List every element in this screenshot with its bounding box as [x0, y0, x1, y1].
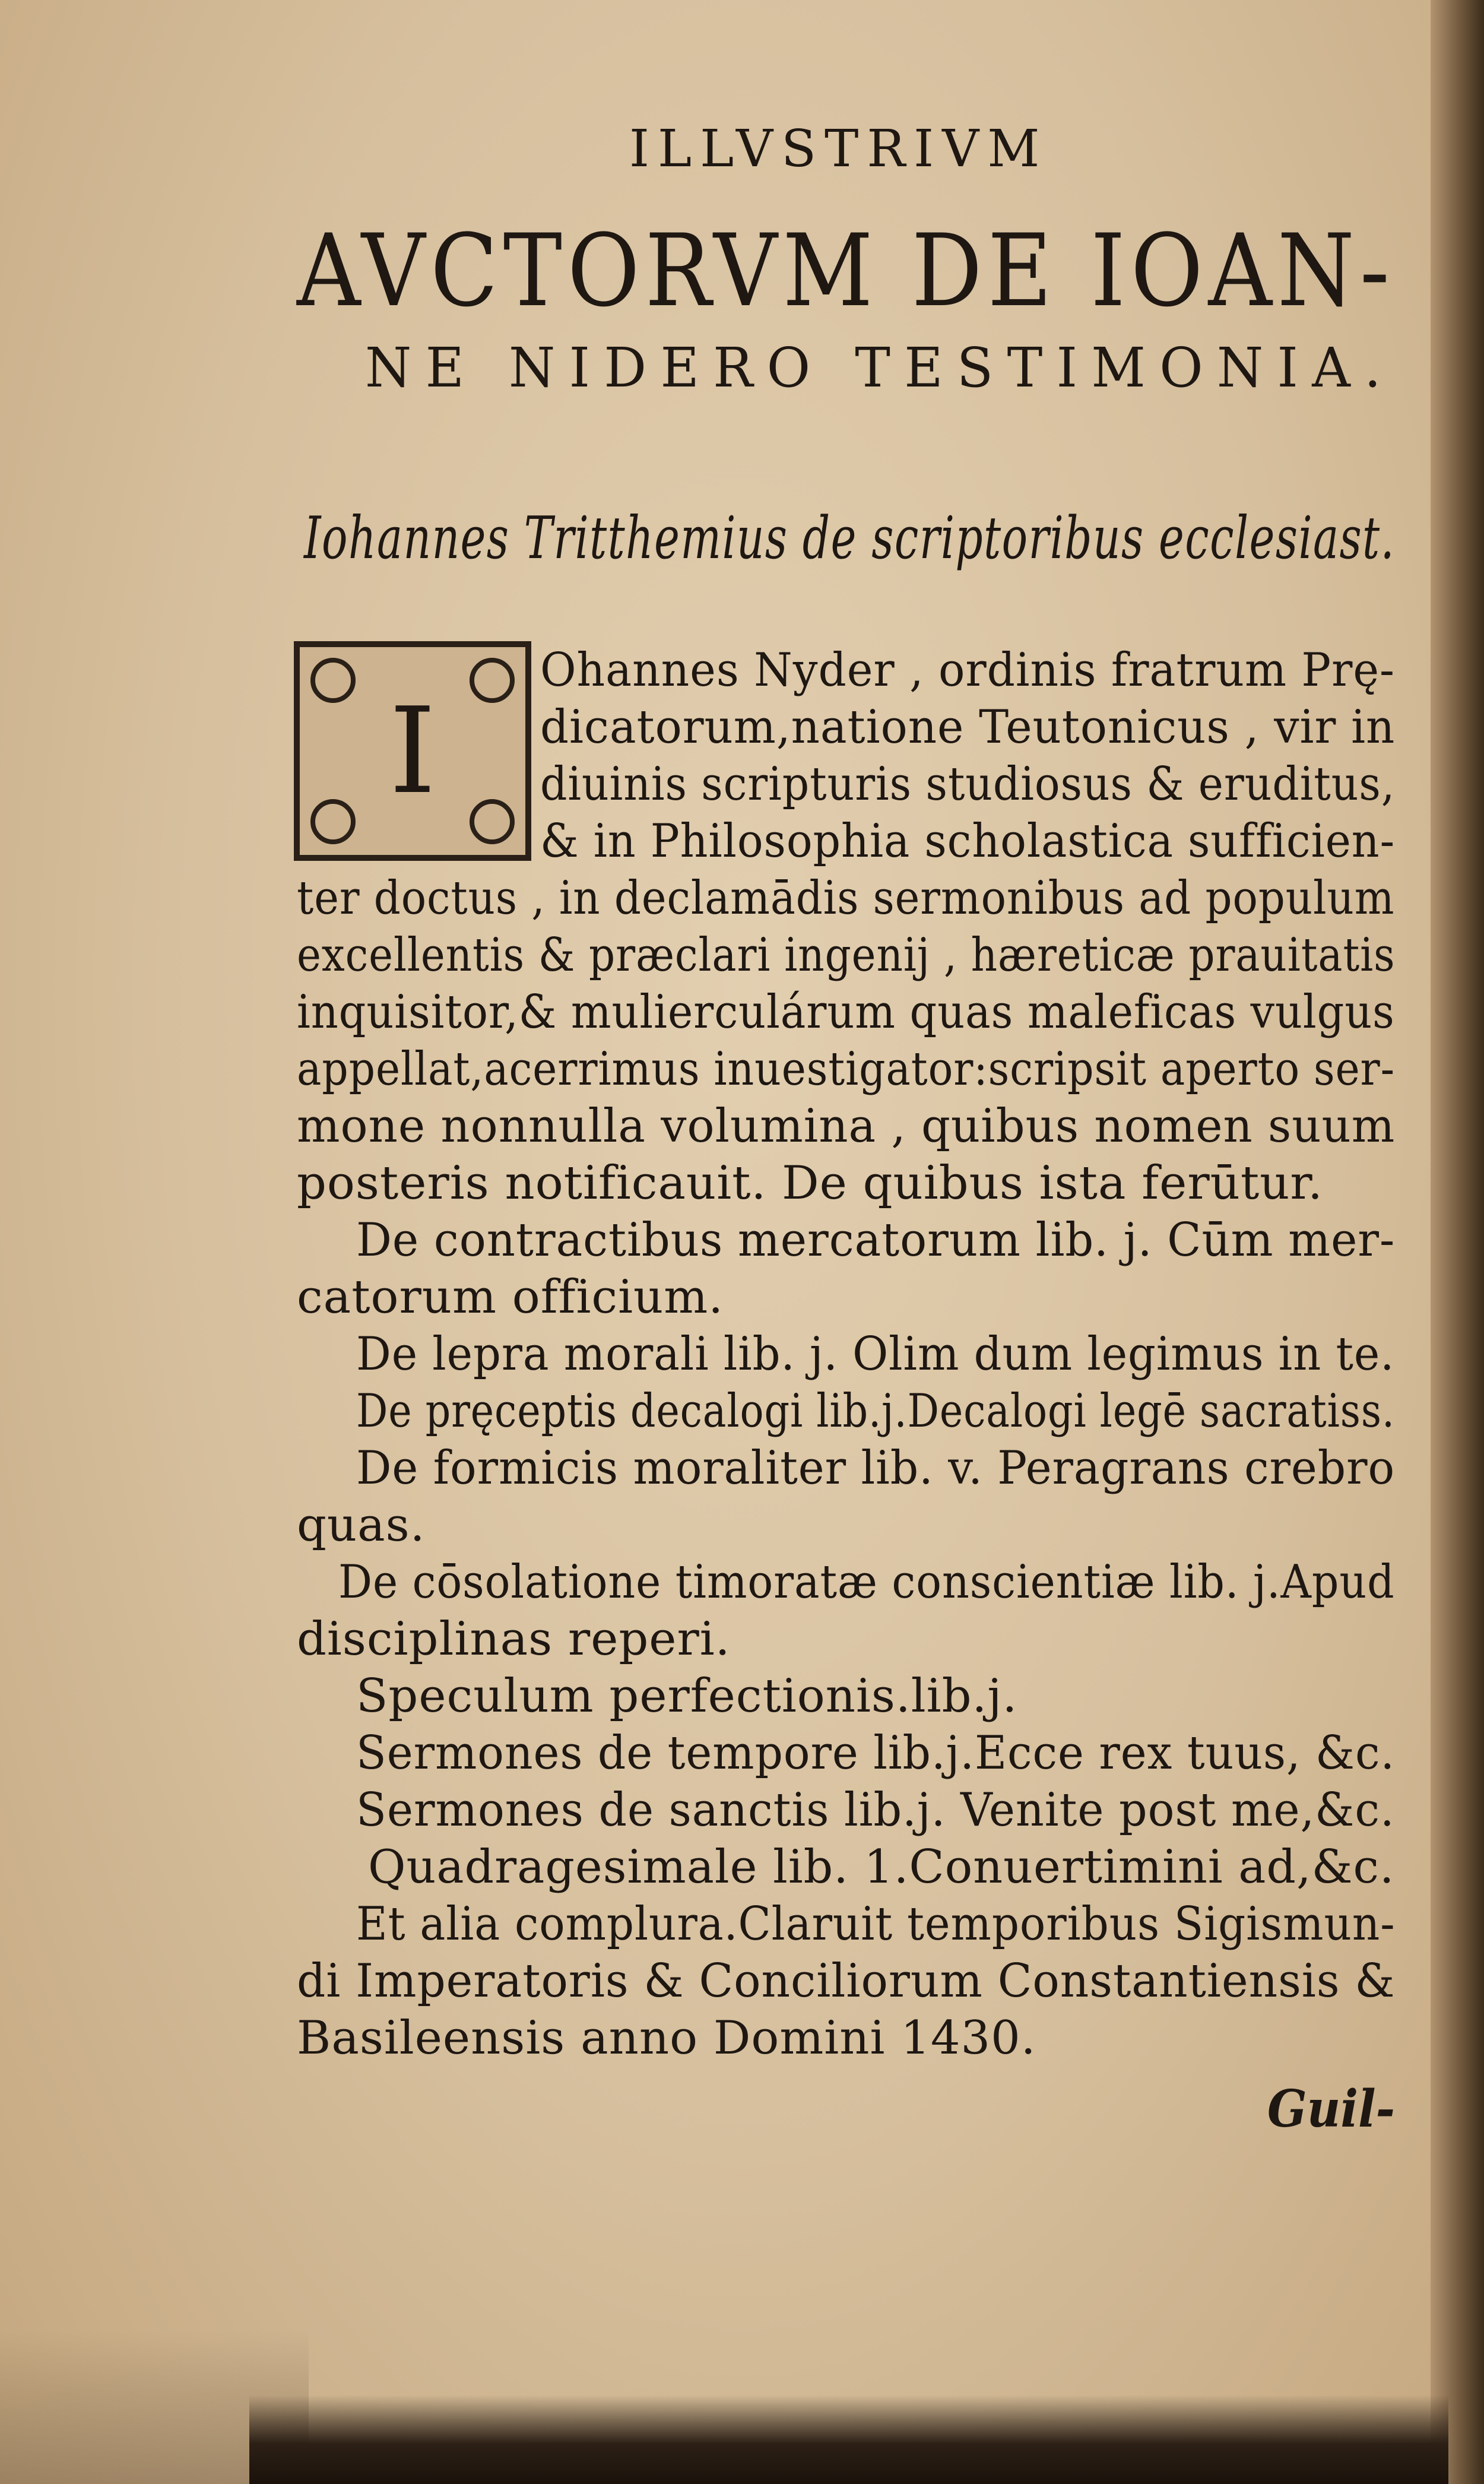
text-line: ter doctus , in declamādis sermonibus ad populum — [297, 872, 1395, 925]
text-line: dicatorum,natione Teutonicus , vir in — [540, 701, 1396, 754]
title-line-1: AVCTORVM DE IOAN- — [297, 213, 1395, 329]
text-line: disciplinas reperi. — [297, 1612, 731, 1666]
text-line: Ohannes Nyder , ordinis fratrum Prę- — [540, 644, 1395, 697]
text-line: & in Philosophia scholastica sufficien- — [540, 815, 1396, 868]
initial-letter: I — [389, 682, 436, 820]
text-line: excellentis & præclari ingenij , hæreticæ prauitatis — [297, 929, 1396, 982]
text-line: inquisitor,& mulierculárum quas maleficas vulgus — [297, 986, 1395, 1039]
title-line-2: NE NIDERO TESTIMONIA. — [365, 336, 1395, 400]
text-line: Sermones de tempore lib.j.Ecce rex tuus, &c. — [356, 1726, 1395, 1780]
text-line: Speculum perfectionis.lib.j. — [356, 1669, 1018, 1723]
text-line: posteris notificauit. De quibus ista ferūtur. — [297, 1157, 1323, 1210]
ornament-icon — [470, 658, 515, 703]
text-line: appellat,acerrimus inuestigator:scripsit aperto ser- — [297, 1043, 1396, 1096]
ornament-icon — [470, 799, 515, 844]
text-line: quas. — [297, 1498, 426, 1552]
text-line: mone nonnulla volumina , quibus nomen suum — [297, 1100, 1396, 1153]
decorated-initial — [294, 641, 531, 861]
text-line: catorum officium. — [297, 1270, 724, 1324]
text-line: De cōsolatione timoratæ conscientiæ lib. j.Apud — [338, 1555, 1395, 1609]
page-gutter-shadow — [1431, 0, 1484, 2484]
text-line: De pręceptis decalogi lib.j.Decalogi legē sacratiss. — [356, 1384, 1395, 1438]
text-line: Et alia complura.Claruit temporibus Sigismun- — [356, 1897, 1396, 1951]
text-line: De formicis moraliter lib. v. Peragrans crebro — [356, 1441, 1396, 1495]
text-line: diuinis scripturis studiosus & eruditus, — [540, 758, 1396, 811]
page-bottom-edge — [249, 2395, 1448, 2484]
ornament-icon — [310, 658, 356, 703]
source-heading: Iohannes Tritthemius de scriptoribus ecclesiast. — [304, 505, 1396, 572]
catchword: Guil- — [1267, 2079, 1396, 2139]
text-line: Sermones de sanctis lib.j. Venite post me,&c. — [356, 1783, 1395, 1837]
text-line: De lepra morali lib. j. Olim dum legimus in te. — [356, 1327, 1395, 1381]
ornament-icon — [310, 799, 356, 844]
text-line: Basileensis anno Domini 1430. — [297, 2011, 1036, 2065]
text-line: Quadragesimale lib. 1.Conuertimini ad,&c. — [368, 1840, 1395, 1894]
text-line: De contractibus mercatorum lib. j. Cūm mer- — [356, 1214, 1396, 1267]
running-head: ILLVSTRIVM — [629, 119, 1048, 179]
text-line: di Imperatoris & Conciliorum Constantiensis & — [297, 1954, 1396, 2008]
